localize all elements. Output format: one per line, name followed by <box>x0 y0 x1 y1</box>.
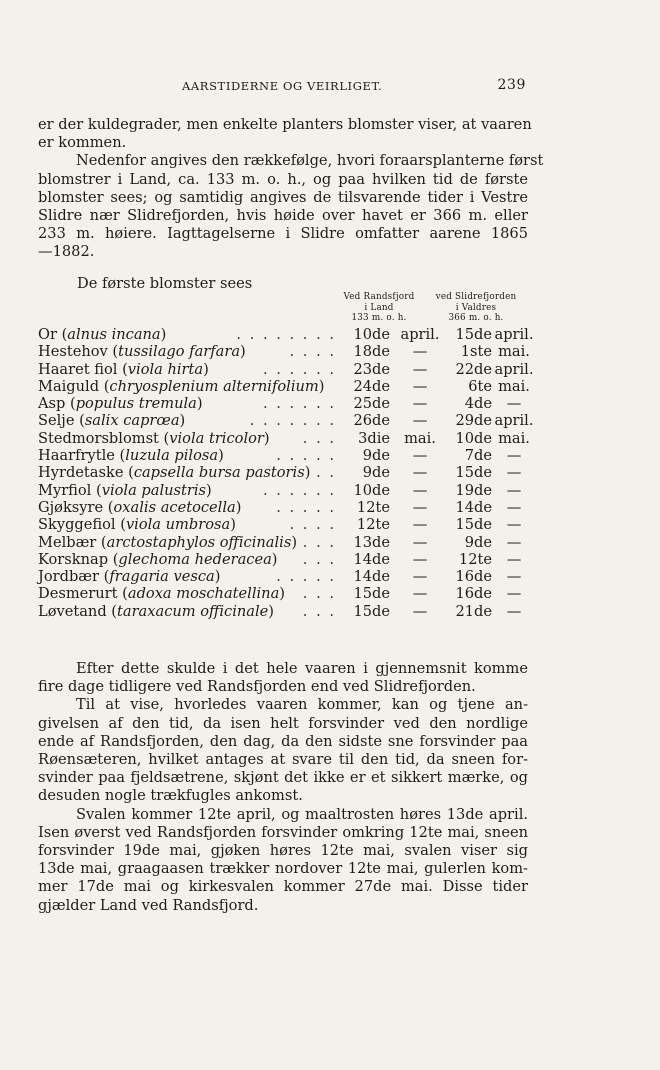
plant-common-name: Gjøksyre <box>38 498 104 516</box>
leader-dots: . . . <box>302 602 336 620</box>
randsfjord-day: 3die <box>358 429 390 447</box>
column-header-line: i Land <box>364 302 394 313</box>
table-row <box>38 343 528 360</box>
table-row <box>38 534 528 551</box>
randsfjord-day: 15de <box>353 602 390 620</box>
plant-common-name: Desmerurt <box>38 585 118 603</box>
text-line: forsvinder 19de mai, gjøken høres 12te mai, svalen viser sig <box>38 842 528 860</box>
plant-latin-name: adoxa moschatellina <box>127 585 280 603</box>
slidrefjord-day: 10de <box>455 429 492 447</box>
plant-common-name: Selje <box>38 412 75 430</box>
chapter-title: AARSTIDERNE OG VEIRLIGET. <box>182 79 383 93</box>
plant-common-name: Hyrdetaske <box>38 464 124 482</box>
randsfjord-day: 9de <box>362 447 390 465</box>
slidrefjord-month: — <box>506 464 522 482</box>
plant-common-name: Myrfiol <box>38 481 92 499</box>
plant-common-name: Korsknap <box>38 550 109 568</box>
slidrefjord-month: — <box>506 447 522 465</box>
plant-name: Myrfiol (viola palustris) <box>38 481 212 499</box>
plant-latin-name: viola umbrosa <box>125 516 231 534</box>
slidrefjord-month: — <box>506 585 522 603</box>
randsfjord-day: 24de <box>353 377 390 395</box>
column-header-line: 366 m. o. h. <box>448 313 504 323</box>
table-row <box>38 412 534 430</box>
leader-dots: . . . <box>302 429 336 447</box>
randsfjord-month: — <box>412 447 428 465</box>
randsfjord-month: — <box>412 602 428 620</box>
randsfjord-day: 26de <box>353 412 390 430</box>
slidrefjord-month: april. <box>494 412 534 430</box>
randsfjord-day: 23de <box>353 360 390 378</box>
text-line: fire dage tidligere ved Randsfjorden end ved Slidrefjorden. <box>38 678 476 696</box>
text-line: Til at vise, hvorledes vaaren kommer, kan og tjene an- <box>76 696 528 714</box>
plant-name: Haarfrytle (luzula pilosa) <box>38 447 224 465</box>
plant-name: Skyggefiol (viola umbrosa) <box>38 516 236 534</box>
slidrefjord-day: 29de <box>455 412 492 430</box>
slidrefjord-day: 16de <box>455 585 492 603</box>
text-line: blomster sees; og samtidig angives de tilsvarende tider i Vestre <box>38 188 528 206</box>
plant-common-name: Jordbær <box>38 568 99 586</box>
plant-latin-name: fragaria vesca <box>109 568 215 586</box>
text-line: mer 17de mai og kirkesvalen kommer 27de mai. Disse tider <box>38 878 528 896</box>
table-row <box>38 378 528 395</box>
slidrefjord-month: mai. <box>498 377 530 395</box>
table-row <box>38 326 534 343</box>
leader-dots: . . . . <box>289 516 336 534</box>
plant-latin-name: glechoma hederacea <box>118 550 272 568</box>
plant-latin-name: salix caprœa <box>84 412 180 430</box>
leader-dots: . . . . . . <box>262 360 336 378</box>
slidrefjord-month: — <box>506 516 522 534</box>
table-row <box>38 447 528 464</box>
slidrefjord-day: 16de <box>455 568 492 586</box>
randsfjord-day: 10de <box>353 481 390 499</box>
table-row <box>38 464 528 481</box>
text-line: —1882. <box>38 243 95 261</box>
slidrefjord-day: 22de <box>455 360 492 378</box>
randsfjord-day: 12te <box>356 516 390 534</box>
table-row <box>38 516 528 533</box>
plant-name: Løvetand (taraxacum officinale) <box>38 602 274 620</box>
slidrefjord-month: mai. <box>498 429 530 447</box>
randsfjord-month: — <box>412 533 428 551</box>
plant-common-name: Hestehov <box>38 343 108 361</box>
plant-latin-name: arctostaphylos officinalis <box>106 533 292 551</box>
randsfjord-month: april. <box>400 326 440 343</box>
leader-dots: . . . . . . <box>262 481 336 499</box>
text-line: Nedenfor angives den rækkefølge, hvori foraarsplanterne først <box>76 152 544 170</box>
text-line: givelsen af den tid, da isen helt forsvinder ved den nordlige <box>38 714 528 732</box>
plant-latin-name: tussilago farfara <box>118 343 241 361</box>
randsfjord-day: 15de <box>353 585 390 603</box>
leader-dots: . . . <box>302 585 336 603</box>
slidrefjord-month: — <box>506 533 522 551</box>
randsfjord-month: — <box>412 377 428 395</box>
plant-name: Hyrdetaske (capsella bursa pastoris) <box>38 464 311 482</box>
outro-paragraph <box>38 660 528 915</box>
column-header-line: ved Slidrefjorden <box>435 292 517 302</box>
column-header-slidrefjord <box>428 292 524 324</box>
randsfjord-month: mai. <box>404 429 436 447</box>
slidrefjord-day: 21de <box>455 602 492 620</box>
randsfjord-month: — <box>412 360 428 378</box>
randsfjord-month: — <box>412 412 428 430</box>
slidrefjord-day: 1ste <box>460 343 492 361</box>
plant-name: Gjøksyre (oxalis acetocella) <box>38 498 242 516</box>
text-line: Slidre nær Slidrefjorden, hvis høide over havet er 366 m. eller <box>38 207 528 225</box>
slidrefjord-month: — <box>506 568 522 586</box>
plant-name: Asp (populus tremula) <box>38 395 203 413</box>
plant-common-name: Maiguld <box>38 377 100 395</box>
column-header-randsfjord <box>336 292 422 324</box>
slidrefjord-month: — <box>506 395 522 413</box>
plant-latin-name: alnus incana <box>67 326 161 343</box>
leader-dots: . . . . . . . . <box>236 326 336 343</box>
text-line: Isen øverst ved Randsfjorden forsvinder omkring 12te mai, sneen <box>38 823 528 841</box>
plant-common-name: Skyggefiol <box>38 516 116 534</box>
leader-dots: . . . . . <box>276 447 336 465</box>
plant-name: Stedmorsblomst (viola tricolor) <box>38 429 270 447</box>
text-line: Røensæteren, hvilket antages at svare til den tid, da sneen for- <box>38 751 528 769</box>
text-line: Svalen kommer 12te april, og maaltrosten høres 13de april. <box>76 805 528 823</box>
plant-common-name: Haarfrytle <box>38 447 115 465</box>
randsfjord-month: — <box>412 498 428 516</box>
slidrefjord-month: — <box>506 550 522 568</box>
text-line: svinder paa fjeldsætrene, skjønt det ikke er et sikkert mærke, og <box>38 769 528 787</box>
slidrefjord-month: april. <box>494 360 534 378</box>
slidrefjord-month: mai. <box>498 343 530 361</box>
table-row <box>38 482 528 499</box>
plant-common-name: Haaret fiol <box>38 360 118 378</box>
randsfjord-day: 14de <box>353 568 390 586</box>
table-row <box>38 430 528 447</box>
leader-dots: . . . . . . <box>262 395 336 413</box>
plant-latin-name: luzula pilosa <box>125 447 219 465</box>
table-row <box>38 603 528 620</box>
text-line: er der kuldegrader, men enkelte planters blomster viser, at vaaren <box>38 116 532 133</box>
column-header-line: 133 m. o. h. <box>351 313 407 323</box>
randsfjord-day: 25de <box>353 395 390 413</box>
text-line: gjælder Land ved Randsfjord. <box>38 896 259 914</box>
plant-latin-name: capsella bursa pastoris <box>133 464 305 482</box>
slidrefjord-day: 15de <box>455 516 492 534</box>
leader-dots: . . . . . <box>276 498 336 516</box>
plant-common-name: Or <box>38 326 57 343</box>
plant-common-name: Løvetand <box>38 602 107 620</box>
leader-dots: . . <box>316 464 336 482</box>
randsfjord-month: — <box>412 343 428 361</box>
plant-name: Or (alnus incana) <box>38 326 167 343</box>
randsfjord-month: — <box>412 568 428 586</box>
leader-dots: . . . . . <box>276 568 336 586</box>
page-number: 239 <box>497 77 526 93</box>
plant-latin-name: viola tricolor <box>169 429 264 447</box>
plant-latin-name: populus tremula <box>75 395 197 413</box>
randsfjord-day: 18de <box>353 343 390 361</box>
text-line: 233 m. høiere. Iagttagelserne i Slidre omfatter aarene 1865 <box>38 225 528 243</box>
text-line: blomstrer i Land, ca. 133 m. o. h., og paa hvilken tid de første <box>38 170 528 188</box>
slidrefjord-month: april. <box>494 326 534 343</box>
text-line: er kommen. <box>38 134 127 152</box>
slidrefjord-month: — <box>506 602 522 620</box>
table-row <box>38 499 528 516</box>
slidrefjord-day: 15de <box>455 326 492 343</box>
plant-common-name: Asp <box>38 395 66 413</box>
plant-name: Hestehov (tussilago farfara) <box>38 343 246 361</box>
plant-latin-name: chryosplenium alternifolium <box>109 377 319 395</box>
text-line: 13de mai, graagaasen trækker nordover 12te mai, gulerlen kom- <box>38 860 528 878</box>
slidrefjord-day: 19de <box>455 481 492 499</box>
plant-name: Jordbær (fragaria vesca) <box>38 568 221 586</box>
text-line: Efter dette skulde i det hele vaaren i gjennemsnit komme <box>76 660 528 677</box>
table-row <box>38 551 528 568</box>
plant-latin-name: viola hirta <box>127 360 204 378</box>
column-header-line: Ved Randsfjord <box>343 292 415 302</box>
plant-latin-name: oxalis acetocella <box>113 498 236 516</box>
slidrefjord-day: 4de <box>464 395 492 413</box>
randsfjord-month: — <box>412 481 428 499</box>
slidrefjord-month: — <box>506 481 522 499</box>
intro-paragraph <box>38 116 544 262</box>
randsfjord-month: — <box>412 516 428 534</box>
leader-dots: . . . <box>302 550 336 568</box>
table-row <box>38 568 528 585</box>
flowering-table <box>38 326 534 620</box>
leader-dots: . . . . . . . <box>249 412 336 430</box>
plant-common-name: Stedmorsblomst <box>38 429 159 447</box>
slidrefjord-day: 15de <box>455 464 492 482</box>
table-row <box>38 360 534 378</box>
leader-dots: . . . <box>302 533 336 551</box>
plant-common-name: Melbær <box>38 533 97 551</box>
plant-latin-name: viola palustris <box>101 481 207 499</box>
text-line: ende af Randsfjorden, den dag, da den sidste sne forsvinder paa <box>38 732 528 750</box>
plant-name: Maiguld (chryosplenium alternifolium) <box>38 377 325 395</box>
randsfjord-month: — <box>412 464 428 482</box>
randsfjord-day: 13de <box>353 533 390 551</box>
slidrefjord-day: 9de <box>464 533 492 551</box>
slidrefjord-day: 6te <box>468 377 492 395</box>
randsfjord-day: 10de <box>353 326 390 343</box>
table-row <box>38 585 528 602</box>
plant-name: Melbær (arctostaphylos officinalis) <box>38 533 298 551</box>
text-line: desuden nogle trækfugles ankomst. <box>38 787 303 805</box>
table-row <box>38 395 528 412</box>
slidrefjord-month: — <box>506 498 522 516</box>
plant-name: Haaret fiol (viola hirta) <box>38 360 209 378</box>
slidrefjord-day: 12te <box>458 550 492 568</box>
plant-latin-name: taraxacum officinale <box>117 602 269 620</box>
plant-name: Korsknap (glechoma hederacea) <box>38 550 278 568</box>
plant-name: Desmerurt (adoxa moschatellina) <box>38 585 285 603</box>
leader-dots: . . . . <box>289 343 336 361</box>
randsfjord-month: — <box>412 550 428 568</box>
slidrefjord-day: 7de <box>464 447 492 465</box>
randsfjord-month: — <box>412 395 428 413</box>
randsfjord-day: 14de <box>353 550 390 568</box>
table-caption: De første blomster sees <box>77 275 253 292</box>
column-header-line: i Valdres <box>455 302 497 313</box>
slidrefjord-day: 14de <box>455 498 492 516</box>
randsfjord-month: — <box>412 585 428 603</box>
plant-name: Selje (salix caprœa) <box>38 412 186 430</box>
randsfjord-day: 9de <box>362 464 390 482</box>
randsfjord-day: 12te <box>356 498 390 516</box>
